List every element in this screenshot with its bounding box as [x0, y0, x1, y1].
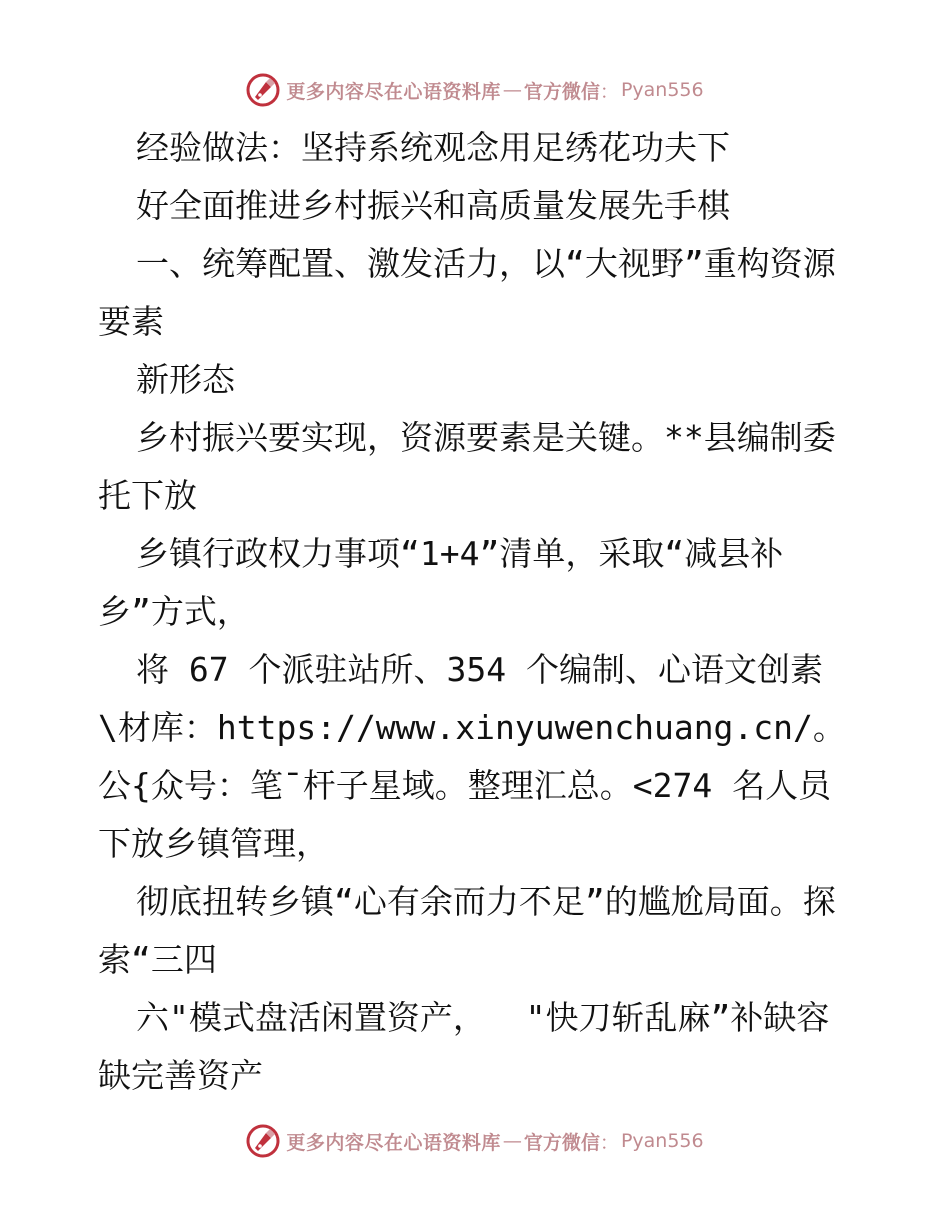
paragraph-4: 新形态 — [136, 360, 235, 399]
pen-nib-logo-icon — [246, 1124, 280, 1158]
paragraph-1: 经验做法：坚持系统观念用足绣花功夫下 — [136, 128, 730, 167]
banner-dash: — — [502, 79, 522, 101]
pen-nib-logo-icon — [246, 73, 280, 107]
paragraph-6: 乡镇行政权力事项“1+4”清单，采取“减县补乡”方式， — [98, 534, 784, 631]
paragraph-9: 六"模式盘活闲置资产， "快刀斩乱麻”补缺容缺完善资产 — [98, 998, 830, 1095]
banner-title: 更多内容尽在心语资料库 — [286, 80, 501, 103]
document-body — [98, 119, 858, 1105]
banner-wechat-id: Pyan556 — [620, 79, 704, 101]
banner-dash: — — [502, 1130, 522, 1152]
banner-colon: ： — [599, 1131, 619, 1154]
banner-colon: ： — [599, 80, 619, 103]
paragraph-8: 彻底扭转乡镇“心有余而力不足”的尴尬局面。探索“三四 — [98, 882, 836, 979]
banner-wechat-label: 官方微信 — [523, 1131, 600, 1154]
header-banner — [0, 70, 950, 110]
paragraph-2: 好全面推进乡村振兴和高质量发展先手棋 — [136, 186, 730, 225]
footer-banner — [0, 1121, 950, 1161]
paragraph-5: 乡村振兴要实现，资源要素是关键。**县编制委托下放 — [98, 418, 836, 515]
banner-wechat-id: Pyan556 — [620, 1130, 704, 1152]
banner-title: 更多内容尽在心语资料库 — [286, 1131, 501, 1154]
paragraph-7: 将 67 个派驻站所、354 个编制、心语文创素\材库：https://www.xinyuwenchuang.cn/。公{众号：笔¯杆子星域。整理汇总。<274 名人员下放乡镇管理， — [98, 650, 846, 863]
banner-wechat-label: 官方微信 — [523, 80, 600, 103]
paragraph-3: 一、统筹配置、激发活力，以“大视野”重构资源要素 — [98, 244, 836, 341]
